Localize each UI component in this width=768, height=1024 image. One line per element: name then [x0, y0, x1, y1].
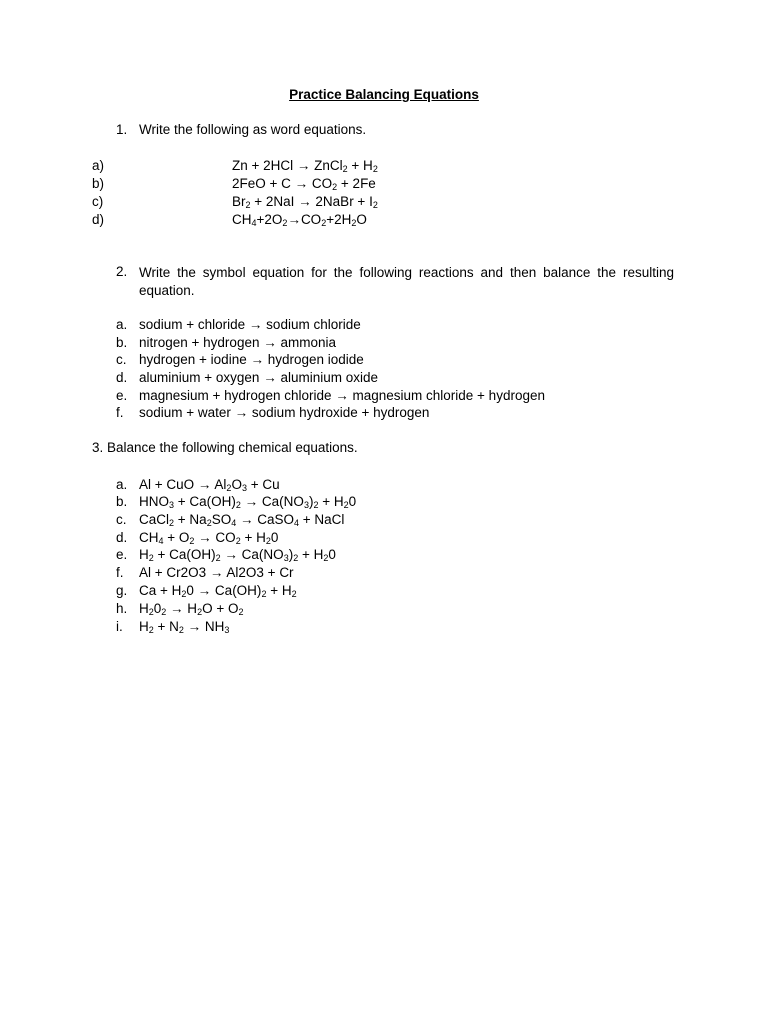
item-label: a.	[116, 477, 128, 492]
item-label: f.	[116, 565, 124, 580]
item-label: c)	[92, 194, 104, 209]
question-text: Write the symbol equation for the following reactions and then balance the resulting equation.	[139, 265, 674, 298]
question-text: Write the following as word equations.	[139, 122, 367, 137]
equation: $H_2 + Ca(OH)_2 \to Ca(NO_3)_2 + H_20$	[139, 547, 336, 563]
item-label: e.	[116, 547, 128, 562]
item-label: c.	[116, 512, 127, 527]
equation: $Ca + H_20 \to Ca(OH)_2 + H_2$	[139, 583, 297, 599]
item-label: f.	[116, 405, 124, 420]
item-label: b)	[92, 176, 105, 191]
item-label: h.	[116, 601, 128, 616]
item-label: b.	[116, 494, 128, 509]
word-equation: hydrogen + iodine → hydrogen iodide	[139, 352, 364, 367]
item-label: e.	[116, 388, 128, 403]
word-equation: aluminium + oxygen → aluminium oxide	[139, 370, 378, 385]
item-label: g.	[116, 583, 128, 598]
word-equation: sodium + chloride → sodium chloride	[139, 317, 361, 332]
equation: $CH_4 + O_2 \to CO_2 + H_20$	[139, 530, 279, 546]
item-label: d.	[116, 370, 128, 385]
equation: $Br_2 + 2NaI$ → 2NaBr + $I_2$	[232, 194, 378, 210]
word-equation: magnesium + hydrogen chloride → magnesium chloride + hydrogen	[139, 388, 545, 403]
equation: CaCl$_2$ + $Na_2SO_4$ → CaSO$_4$ + NaCl	[139, 512, 345, 528]
word-equation: sodium + water → sodium hydroxide + hydrogen	[139, 405, 430, 420]
equation: $H_20_2 \to H_2O + O_2$	[139, 601, 244, 617]
equation: $H_2 + N_2 \to NH_3$	[139, 619, 230, 635]
word-equation: nitrogen + hydrogen → ammonia	[139, 335, 336, 350]
question-text: 3. Balance the following chemical equations.	[92, 440, 358, 455]
equation: Al + CuO → $Al_2O_3 + Cu$	[139, 477, 280, 493]
question-number: 1.	[116, 122, 128, 137]
equation: Zn + 2HCl → ZnCl$_2$ + $H_2$	[232, 158, 378, 174]
page-title: Practice Balancing Equations	[289, 87, 479, 102]
equation: Al + Cr2O3 → Al2O3 + Cr	[139, 565, 294, 580]
equation: $2FeO + C \to CO_2 + 2Fe$	[232, 176, 376, 192]
item-label: a)	[92, 158, 105, 173]
item-label: i.	[116, 619, 123, 634]
item-label: a.	[116, 317, 128, 332]
equation: $CH_4+2O_2\to CO_2+2H_2O$	[232, 212, 367, 228]
item-label: d.	[116, 530, 128, 545]
equation: $HNO_3 + Ca(OH)_2 \to Ca(NO_3)_2 + H_20$	[139, 494, 357, 510]
item-label: d)	[92, 212, 105, 227]
item-label: c.	[116, 352, 127, 367]
question-number: 2.	[116, 264, 128, 279]
item-label: b.	[116, 335, 128, 350]
